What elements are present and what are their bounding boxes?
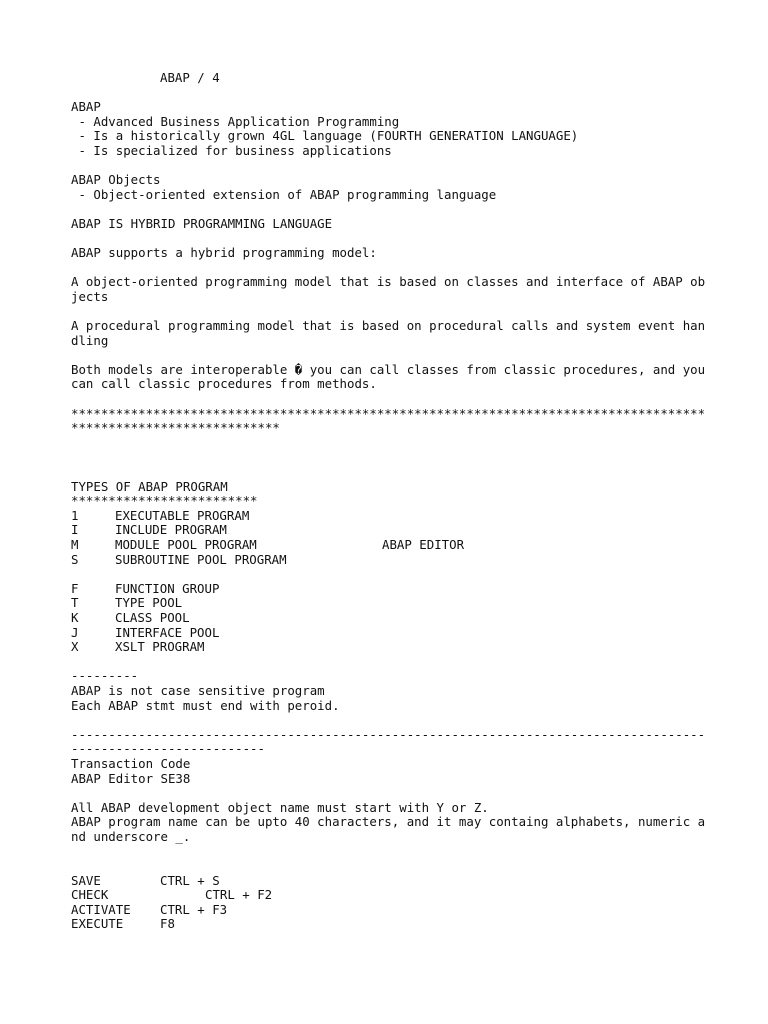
tcode-heading: Transaction Code <box>71 755 191 771</box>
program-type-name: MODULE POOL PROGRAM <box>115 537 257 553</box>
shortcut-keys: CTRL + F2 <box>205 887 273 903</box>
program-type-code: I <box>71 522 79 538</box>
length-rule: ABAP program name can be upto 40 characters, and it may containg alphabets, numeric and underscore _. <box>71 814 706 844</box>
case-note: ABAP is not case sensitive program <box>71 682 325 698</box>
period-note: Each ABAP stmt must end with peroid. <box>71 697 340 713</box>
abap-heading: ABAP <box>71 99 101 115</box>
tcode-editor: ABAP Editor SE38 <box>71 770 191 786</box>
program-type-row <box>71 553 711 568</box>
shortcut-row <box>71 903 711 918</box>
interop-paragraph: Both models are interoperable � you can call classes from classic procedures, and you can call classic procedures from methods. <box>71 361 706 392</box>
procedural-model-paragraph: A procedural programming model that is based on procedural calls and system event handling <box>71 318 706 348</box>
program-types-list <box>71 509 711 655</box>
program-type-row <box>71 640 711 655</box>
abap-point: - Is specialized for business applications <box>71 142 392 158</box>
program-type-row <box>71 626 711 641</box>
shortcut-action: SAVE <box>71 872 101 888</box>
shortcut-row <box>71 874 711 889</box>
shortcut-keys: CTRL + F3 <box>160 901 228 917</box>
program-type-row <box>71 509 711 524</box>
program-type-code: M <box>71 537 79 553</box>
shortcut-action: CHECK <box>71 887 109 903</box>
abap-point: - Is a historically grown 4GL language (FOURTH GENERATION LANGUAGE) <box>71 128 579 144</box>
program-type-code: T <box>71 595 79 611</box>
hybrid-heading: ABAP IS HYBRID PROGRAMMING LANGUAGE <box>71 215 333 231</box>
program-type-name: XSLT PROGRAM <box>115 639 205 655</box>
hybrid-intro: ABAP supports a hybrid programming model: <box>71 245 377 261</box>
program-type-name: EXECUTABLE PROGRAM <box>115 507 250 523</box>
objects-point: - Object-oriented extension of ABAP programming language <box>71 186 497 202</box>
program-type-code: K <box>71 609 79 625</box>
abap-point: - Advanced Business Application Programming <box>71 113 400 129</box>
program-type-row <box>71 582 711 597</box>
dash-separator: --------------------------------------------------------------------------------------------------------------- <box>71 726 706 757</box>
types-heading: TYPES OF ABAP PROGRAM <box>71 478 228 494</box>
shortcut-keys: F8 <box>160 916 175 932</box>
star-separator: ***************************************************************************************************************** <box>71 405 706 436</box>
abap-editor-note: ABAP EDITOR <box>382 537 465 553</box>
shortcut-keys: CTRL + S <box>160 872 220 888</box>
program-type-row <box>71 538 711 553</box>
program-type-name: TYPE POOL <box>115 595 183 611</box>
shortcut-list <box>71 874 711 932</box>
program-type-code: F <box>71 580 79 596</box>
document-page <box>71 71 711 932</box>
shortcut-action: ACTIVATE <box>71 901 131 917</box>
program-type-name: FUNCTION GROUP <box>115 580 220 596</box>
shortcut-row <box>71 917 711 932</box>
program-type-row <box>71 611 711 626</box>
program-type-name: INTERFACE POOL <box>115 624 220 640</box>
program-type-code: J <box>71 624 79 640</box>
program-type-name: CLASS POOL <box>115 609 190 625</box>
shortcut-action: EXECUTE <box>71 916 124 932</box>
program-type-name: SUBROUTINE POOL PROGRAM <box>115 551 287 567</box>
doc-title: ABAP / 4 <box>160 70 220 85</box>
program-type-row <box>71 596 711 611</box>
short-dash-separator: --------- <box>71 668 139 684</box>
program-type-code: 1 <box>71 507 79 523</box>
program-type-code: X <box>71 639 79 655</box>
shortcut-row <box>71 888 711 903</box>
program-type-name: INCLUDE PROGRAM <box>115 522 227 538</box>
naming-rule: All ABAP development object name must start with Y or Z. <box>71 799 489 815</box>
objects-heading: ABAP Objects <box>71 172 161 188</box>
types-underline: ************************* <box>71 493 258 509</box>
program-type-code: S <box>71 551 79 567</box>
program-type-row <box>71 523 711 538</box>
oo-model-paragraph: A object-oriented programming model that is based on classes and interface of ABAP objects <box>71 274 706 304</box>
